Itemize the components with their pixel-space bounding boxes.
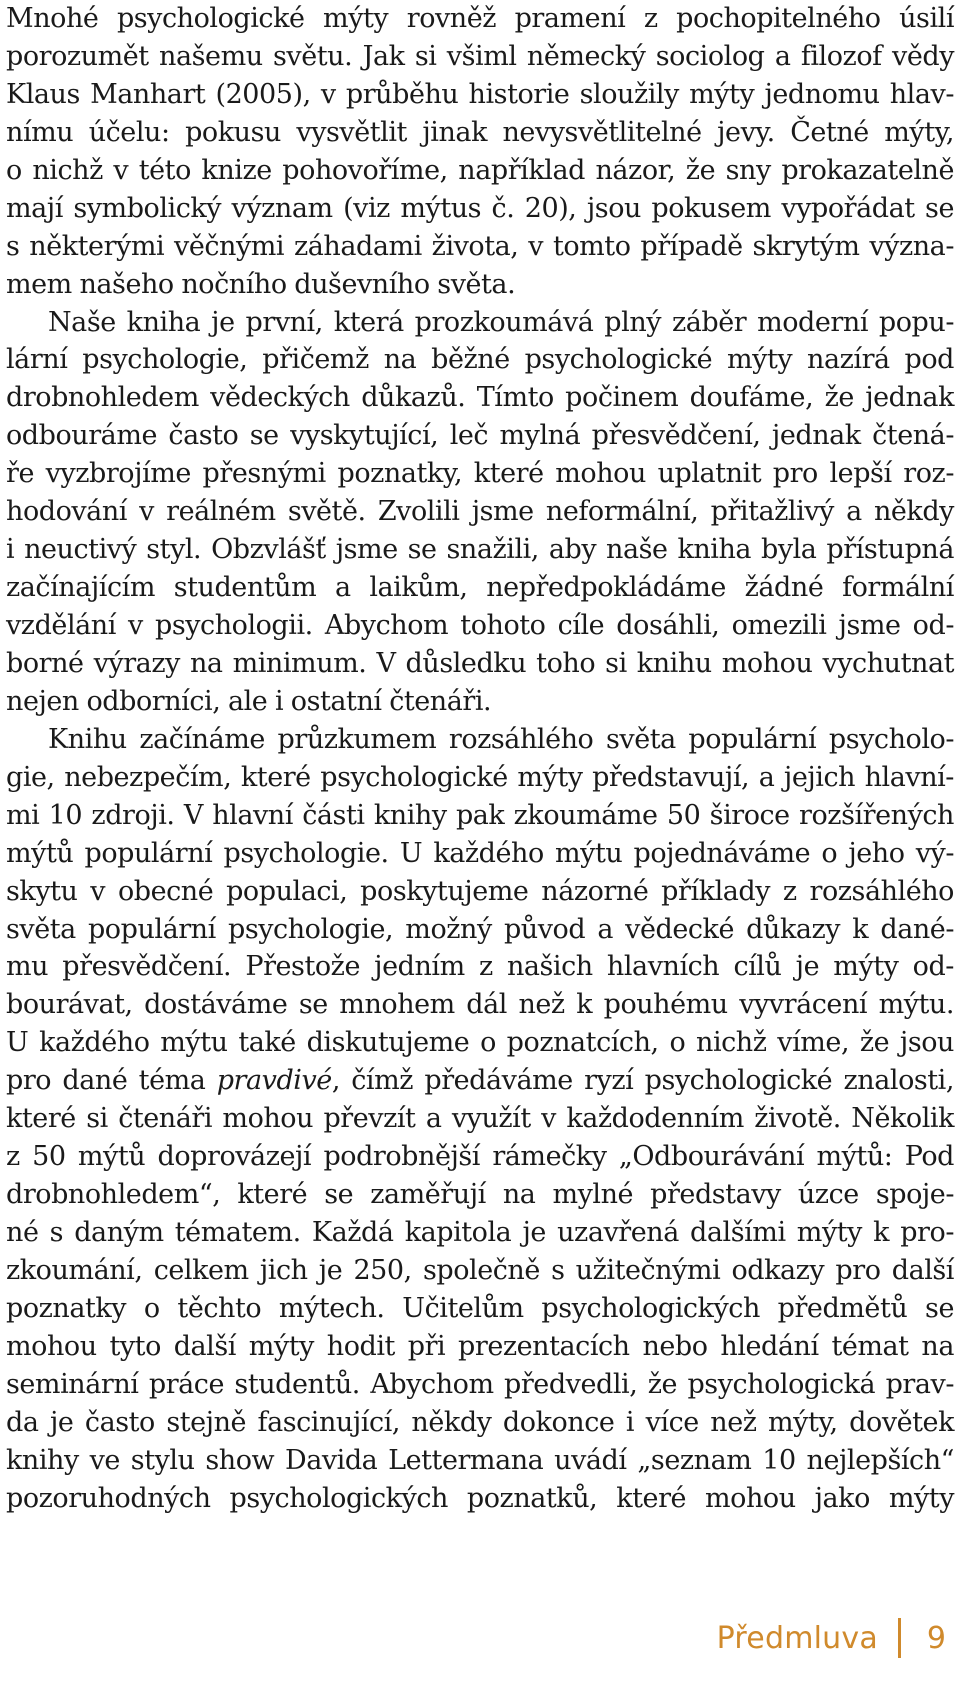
text-line: mu přesvědčení. Přestože jedním z našich hlavních cílů je mýty od- bbox=[6, 951, 954, 983]
text-line: odbouráme často se vyskytující, leč mylná přesvědčení, jednak čtená- bbox=[6, 420, 954, 452]
paragraph-2 bbox=[6, 304, 954, 721]
text-line: světa populární psychologie, možný původ a vědecké důkazy k dané- bbox=[6, 913, 954, 945]
text-line: né s daným tématem. Každá kapitola je uzavřená dalšími mýty k pro- bbox=[6, 1217, 954, 1248]
text-line: skytu v obecné populaci, poskytujeme názorné příklady z rozsáhlého bbox=[6, 875, 954, 907]
text-line: z 50 mýtů doprovázejí podrobnější rámečky „Odbourávání mýtů: Pod bbox=[6, 1141, 954, 1173]
text-line: knihy ve stylu show Davida Lettermana uvádí „seznam 10 nejlepších“ bbox=[6, 1444, 954, 1476]
text-line: drobnohledem“, které se zaměřují na mylné představy úzce spoje- bbox=[6, 1179, 954, 1211]
text-line: Knihu začínáme průzkumem rozsáhlého světa populární psycholo- bbox=[48, 723, 954, 755]
text-line: o nichž v této knize pohovoříme, například názor, že sny prokazatelně bbox=[6, 154, 954, 186]
text-line: bourávat, dostáváme se mnohem dál než k pouhému vyvrácení mýtu. bbox=[6, 989, 954, 1021]
text-line: mem našeho nočního duševního světa. bbox=[6, 268, 516, 300]
text-line: s některými věčnými záhadami života, v tomto případě skrytým význa- bbox=[6, 230, 954, 262]
text-line: gie, nebezpečím, které psychologické mýty představují, a jejich hlavní- bbox=[6, 761, 954, 793]
text-line: nímu účelu: pokusu vysvětlit jinak nevysvětlitelné jevy. Četné mýty, bbox=[6, 116, 954, 148]
running-footer-chapter: Předmluva bbox=[716, 1620, 878, 1656]
text-line: Mnohé psychologické mýty rovněž pramení z pochopitelného úsilí bbox=[6, 3, 954, 34]
text-line: Naše kniha je první, která prozkoumává plný záběr moderní popu- bbox=[48, 306, 954, 338]
text-line-with-emphasis bbox=[6, 1062, 954, 1100]
text-line: poznatky o těchto mýtech. Učitelům psychologických předmětů se bbox=[6, 1292, 954, 1324]
text-segment: pro dané téma bbox=[6, 1065, 217, 1097]
text-line: ře vyzbrojíme přesnými poznatky, které mohou uplatnit pro lepší roz- bbox=[6, 458, 954, 490]
text-line: hodování v reálném světě. Zvolili jsme neformální, přitažlivý a někdy bbox=[6, 496, 954, 528]
text-line: i neuctivý styl. Obzvlášť jsme se snažili, aby naše kniha byla přístupná bbox=[6, 534, 954, 566]
text-line: mi 10 zdroji. V hlavní části knihy pak zkoumáme 50 široce rozšířených bbox=[6, 799, 954, 831]
text-line: lární psychologie, přičemž na běžné psychologické mýty nazírá pod bbox=[6, 344, 954, 376]
paragraph-1 bbox=[6, 0, 954, 304]
body-text bbox=[6, 0, 954, 1518]
text-line: pozoruhodných psychologických poznatků, které mohou jako mýty bbox=[6, 1482, 954, 1514]
text-line: da je často stejně fascinující, někdy dokonce i více než mýty, dovětek bbox=[6, 1406, 954, 1438]
text-line: U každého mýtu také diskutujeme o poznatcích, o nichž víme, že jsou bbox=[6, 1027, 954, 1059]
page-footer bbox=[717, 1618, 946, 1658]
footer-divider bbox=[898, 1618, 901, 1658]
text-line: které si čtenáři mohou převzít a využít v každodenním životě. Několik bbox=[6, 1103, 954, 1135]
page-number: 9 bbox=[926, 1620, 946, 1656]
text-line: vzdělání v psychologii. Abychom tohoto cíle dosáhli, omezili jsme od- bbox=[6, 610, 954, 641]
text-segment: , čímž předáváme ryzí psychologické znalosti, bbox=[331, 1065, 954, 1097]
text-line: zkoumání, celkem jich je 250, společně s užitečnými odkazy pro další bbox=[6, 1254, 954, 1286]
text-line: Klaus Manhart (2005), v průběhu historie sloužily mýty jednomu hlav- bbox=[6, 78, 954, 110]
text-line: nejen odborníci, ale i ostatní čtenáři. bbox=[6, 685, 492, 717]
text-line: drobnohledem vědeckých důkazů. Tímto počinem doufáme, že jednak bbox=[6, 382, 954, 414]
text-line: mají symbolický význam (viz mýtus č. 20), jsou pokusem vypořádat se bbox=[6, 192, 954, 224]
emphasis-word: pravdivé bbox=[216, 1065, 332, 1097]
text-line: porozumět našemu světu. Jak si všiml německý sociolog a filozof vědy bbox=[6, 40, 954, 72]
text-line: borné výrazy na minimum. V důsledku toho si knihu mohou vychutnat bbox=[6, 647, 954, 679]
text-line: mýtů populární psychologie. U každého mýtu pojednáváme o jeho vý- bbox=[6, 837, 954, 869]
text-line: mohou tyto další mýty hodit při prezentacích nebo hledání témat na bbox=[6, 1330, 954, 1362]
paragraph-3 bbox=[6, 721, 954, 1518]
text-line: začínajícím studentům a laikům, nepředpokládáme žádné formální bbox=[6, 572, 954, 604]
text-line: seminární práce studentů. Abychom předvedli, že psychologická prav- bbox=[6, 1368, 954, 1400]
